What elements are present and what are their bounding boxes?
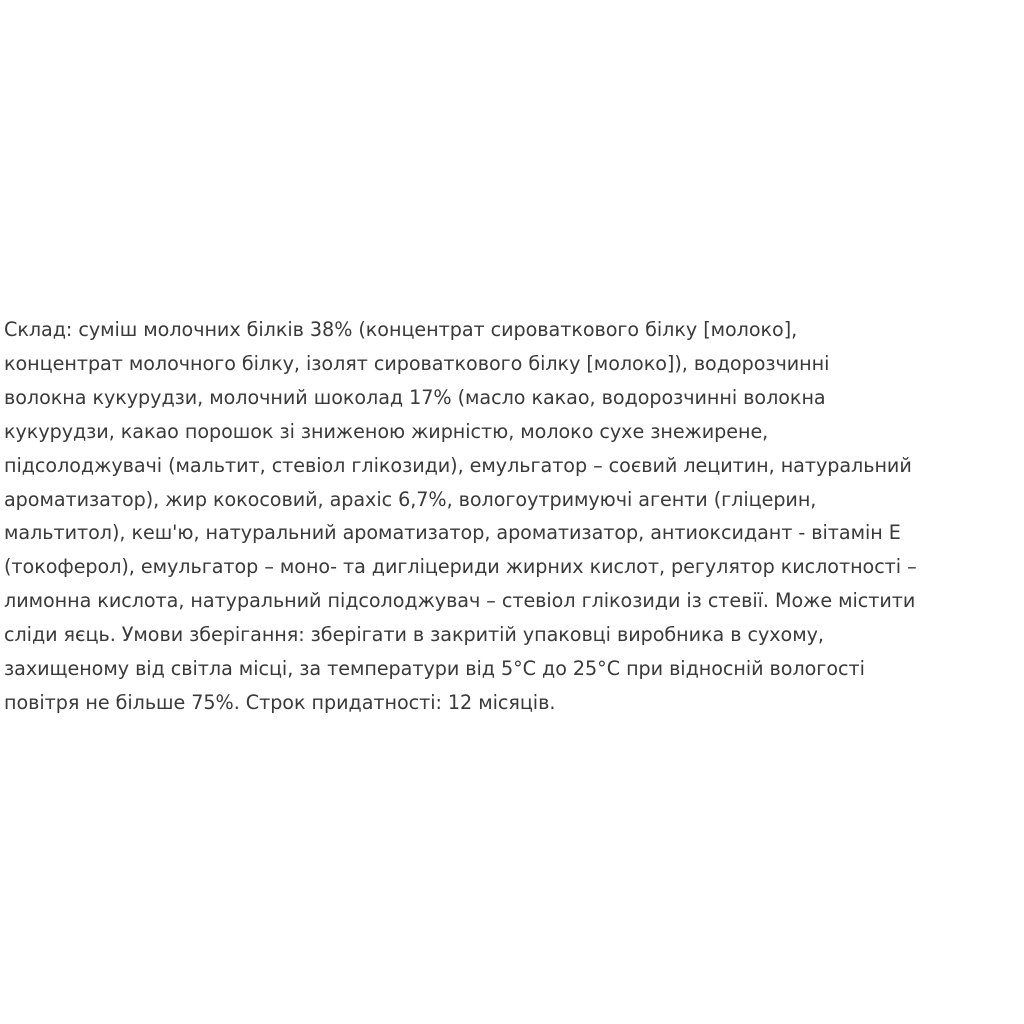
text-line: ароматизатор), жир кокосовий, арахіс 6,7%, вологоутримуючі агенти (гліцерин,: [4, 487, 817, 511]
text-line: волокна кукурудзи, молочний шоколад 17% (масло какао, водорозчинні волокна: [4, 385, 826, 409]
product-composition-text: [4, 313, 1024, 720]
text-line: захищеному від світла місці, за температури від 5°С до 25°С при відносній вологості: [4, 657, 865, 681]
text-line: концентрат молочного білку, ізолят сироваткового білку [молоко]), водорозчинні: [4, 351, 830, 375]
text-line: підсолоджувачі (мальтит, стевіол глікозиди), емульгатор – соєвий лецитин, натуральний: [4, 453, 912, 477]
text-line: лимонна кислота, натуральний підсолоджувач – стевіол глікозиди із стевії. Може містити: [4, 589, 916, 613]
text-line: (токоферол), емульгатор – моно- та дигліцериди жирних кислот, регулятор кислотності –: [4, 555, 917, 579]
text-line: мальтитол), кеш'ю, натуральний ароматизатор, ароматизатор, антиоксидант - вітамін Е: [4, 521, 901, 545]
text-line: кукурудзи, какао порошок зі зниженою жирністю, молоко сухе знежирене,: [4, 419, 769, 443]
text-line: сліди яєць. Умови зберігання: зберігати в закритій упаковці виробника в сухому,: [4, 623, 824, 647]
text-line: повітря не більше 75%. Строк придатності: 12 місяців.: [4, 690, 556, 714]
text-line: Склад: суміш молочних білків 38% (концентрат сироваткового білку [молоко],: [4, 318, 798, 341]
